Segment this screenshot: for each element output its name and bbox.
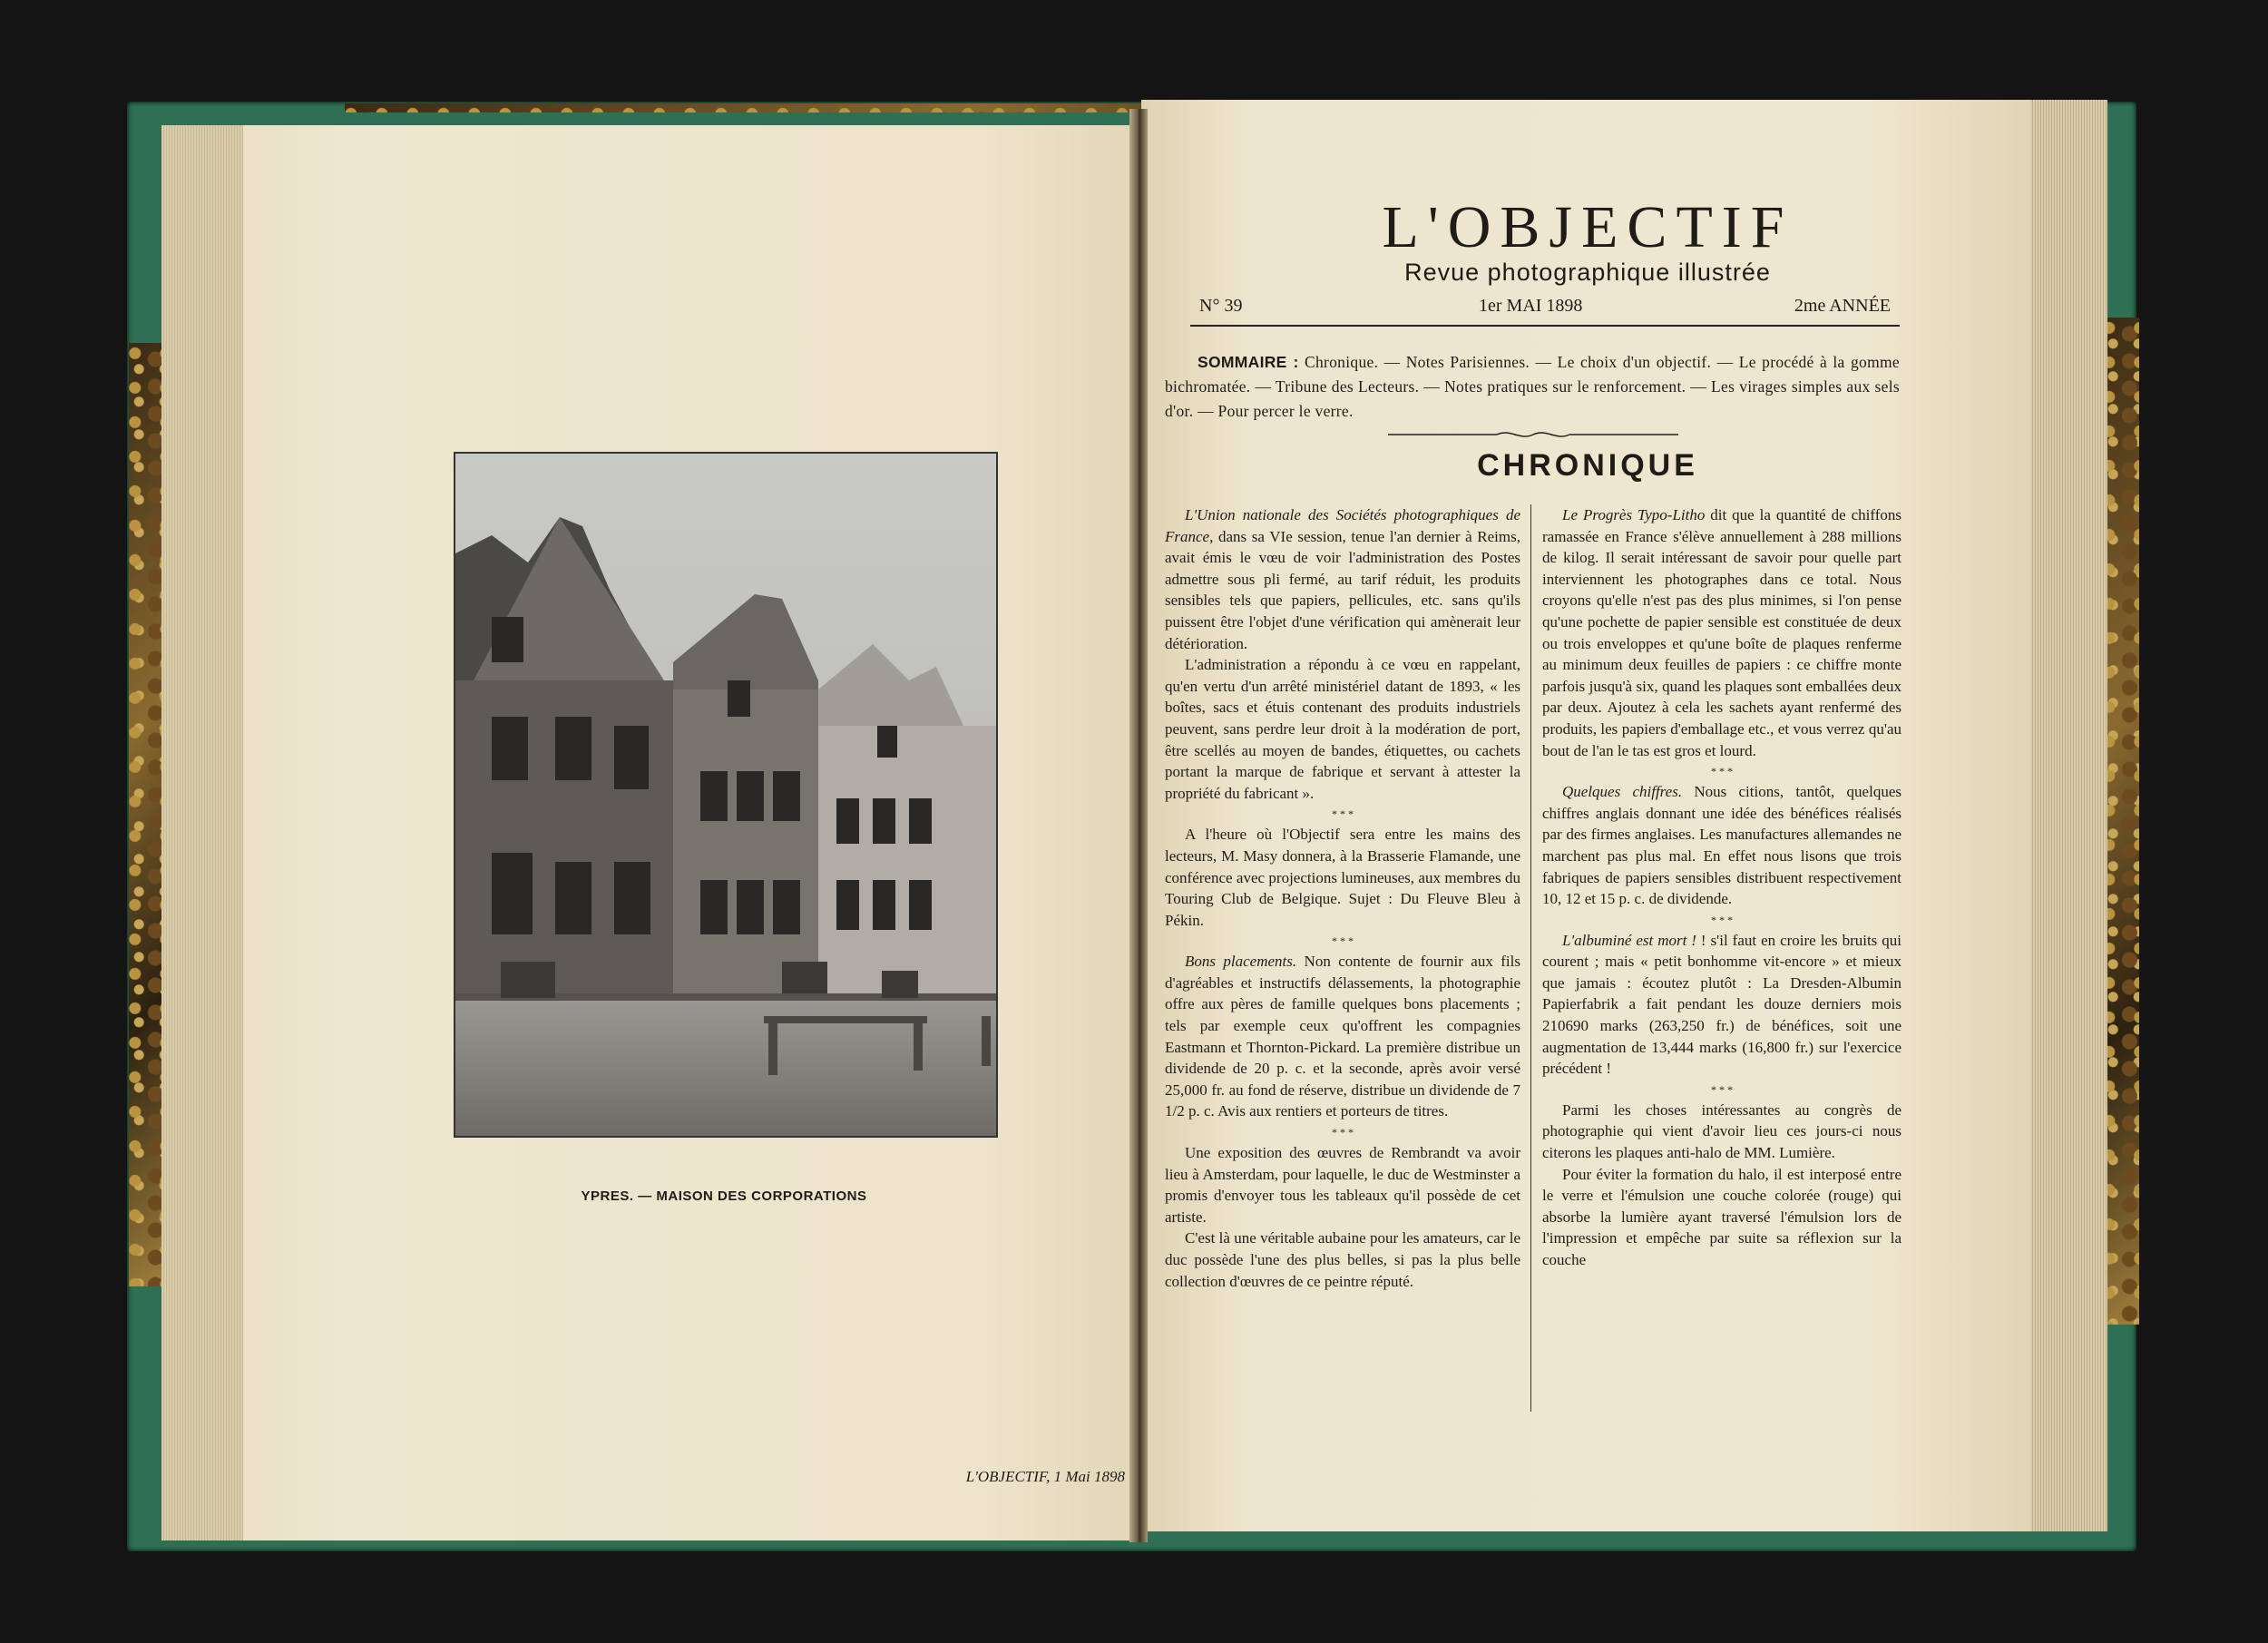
journal-subtitle: Revue photographique illustrée [1404,259,1771,286]
issue-year: 2me ANNÉE [1794,296,1891,316]
summary-label: SOMMAIRE : [1198,353,1299,371]
paragraph-text: Pour éviter la formation du halo, il est interposé entre le verre et l'émulsion une couche colorée (rouge) qui absorbe la lumière ayant traversé l'émulsion lors de l'impression et empêche par suite sa réflexion sur la couche [1542,1165,1901,1268]
book-gutter [1129,109,1148,1542]
column-2 [1542,504,1901,1271]
paragraph-text: Nous citions, tantôt, quelques chiffres anglais donnant une idée des bénéfices réalisés par des firmes anglaises. Les manufactures allemandes ne marchent pas plus mal. En effet nous lisons que trois fabriques de papiers sensibles distribuent respectivement 10, 12 et 15 p. c. de dividende. [1542,783,1901,908]
paragraph-text: C'est là une véritable aubaine pour les amateurs, car le duc possède l'une des plus belles, si pas la plus belle collection d'œuvres de ce peintre réputé. [1165,1229,1520,1290]
paragraph [1165,951,1520,1122]
right-page-edges [2030,100,2107,1531]
journal-title: L'OBJECTIF [1382,194,1794,260]
stars-separator: * * * [1711,765,1733,778]
column-1 [1165,504,1520,1292]
paragraph-text: Parmi les choses intéressantes au congrès de photographie qui vient d'avoir lieu ces jours-ci nous citerons les plaques anti-halo de MM. Lumière. [1542,1100,1901,1162]
paragraph [1542,1164,1901,1271]
stars-separator: * * * [1332,1126,1354,1139]
paragraph [1165,1227,1520,1292]
paragraph-lead: L'Union nationale des Sociétés photographiques de France, [1165,506,1520,545]
paragraph [1165,824,1520,931]
paragraph-text: A l'heure où l'Objectif sera entre les mains des lecteurs, M. Masy donnera, à la Brasserie Flamande, une conférence avec projections lumineuses, aux membres du Touring Club de Belgique. Sujet : Du Fleuve Bleu à Pékin. [1165,826,1520,929]
paragraph [1542,504,1901,761]
paragraph [1542,781,1901,910]
issue-date: 1er MAI 1898 [1479,296,1583,316]
paragraph-lead: Quelques chiffres. [1562,783,1683,801]
paragraph [1542,1100,1901,1164]
ornament-divider [1388,430,1678,439]
photo-caption: YPRES. — MAISON DES CORPORATIONS [581,1188,867,1204]
paragraph-text: L'administration a répondu à ce vœu en rappelant, qu'en vertu d'un arrêté ministériel datant de 1893, « les boîtes, sacs et étuis contenant des produits industriels peuvent, sans perdre leur droit à la modération de port, être scellés au moyen de bandes, étiquettes, ou cachets portant la marque de fabrique et servant à attester la propriété du fabricant ». [1165,656,1520,802]
marbled-edge-left [129,343,165,1286]
paragraph-lead: L'albuminé est mort ! [1562,931,1696,949]
summary-text: Chronique. — Notes Parisiennes. — Le choix d'un objectif. — Le procédé à la gomme bichromatée. — Tribune des Lecteurs. — Notes pratiques sur le renforcement. — Les virages simples aux sels d'or. — Pour percer le verre. [1165,353,1900,420]
paragraph-lead: Le Progrès Typo-Litho [1562,506,1706,523]
marbled-edge-right [2103,318,2139,1325]
stars-separator: * * * [1711,1082,1733,1096]
paragraph [1542,930,1901,1080]
stars-separator: * * * [1711,913,1733,926]
paragraph-text: Une exposition des œuvres de Rembrandt va avoir lieu à Amsterdam, pour laquelle, le duc de Westminster a promis d'envoyer tous les tableaux qu'il possède de cet artiste. [1165,1144,1520,1226]
paragraph-text: dans sa VIe session, tenue l'an dernier à Reims, avait émis le vœu de voir l'administration des Postes admettre sous pli fermé, au tarif réduit, les produits sensibles tels que papiers, pellicules, etc. sans qu'ils puissent être l'objet d'une vérification qui amènerait leur détérioration. [1165,527,1520,652]
issue-line [1190,292,1900,327]
building-photograph [454,452,998,1138]
stars-separator: * * * [1332,934,1354,948]
paragraph-text: Non contente de fournir aux fils d'agréables et instructifs délassements, la photographie offre aux pères de famille quelques bons placements ; tels par exemple ceux qu'offrent les compagnies Eastmann et Thornton-Pickard. La première distribue un dividende de 20 p. c. et la seconde, après avoir versé 25,000 fr. au fond de réserve, distribue un dividende de 7 1/2 p. c. Avis aux rentiers et porteurs de titres. [1165,953,1520,1120]
stars-separator: * * * [1332,807,1354,821]
paragraph [1165,504,1520,654]
paragraph-text: ! s'il faut en croire les bruits qui courent ; mais « petit bonhomme vit-encore » et mieux que jamais : écoutez plutôt : La Dresden-Albumin Papierfabrik a fait pendant les douze derniers mois 210690 marks (263,250 fr.) de bénéfices, soit une augmentation de 13,444 marks (16,800 fr.) sur l'exercice précédent ! [1542,931,1901,1078]
paragraph-text: dit que la quantité de chiffons ramassée en France s'élève annuellement à 288 millions de kilog. Il serait intéressant de savoir pour quelle part interviennent les photographes dans ce total. Nous croyons qu'elle n'est pas des plus minimes, si l'on pense qu'une pochette de papier sensible est constituée de deux ou trois enveloppes et qu'une boîte de plaques renferme au minimum deux feuilles de papiers : ce chiffre monte parfois jusqu'à six, quand les plaques sont emballées deux par deux. Ajoutez à cela les sachets ayant renfermé des produits, les papiers d'emballage etc., et vous verrez qu'au bout de l'an le tas est gros et lourd. [1542,506,1901,759]
paragraph [1165,654,1520,804]
paragraph [1165,1142,1520,1227]
left-page-footer: L'OBJECTIF, 1 Mai 1898 [965,1468,1125,1485]
summary [1165,350,1900,424]
issue-number: N° 39 [1199,296,1243,316]
section-title: CHRONIQUE [1477,448,1698,483]
column-rule [1530,504,1531,1412]
paragraph-lead: Bons placements. [1185,953,1297,971]
left-page-edges [161,125,243,1540]
